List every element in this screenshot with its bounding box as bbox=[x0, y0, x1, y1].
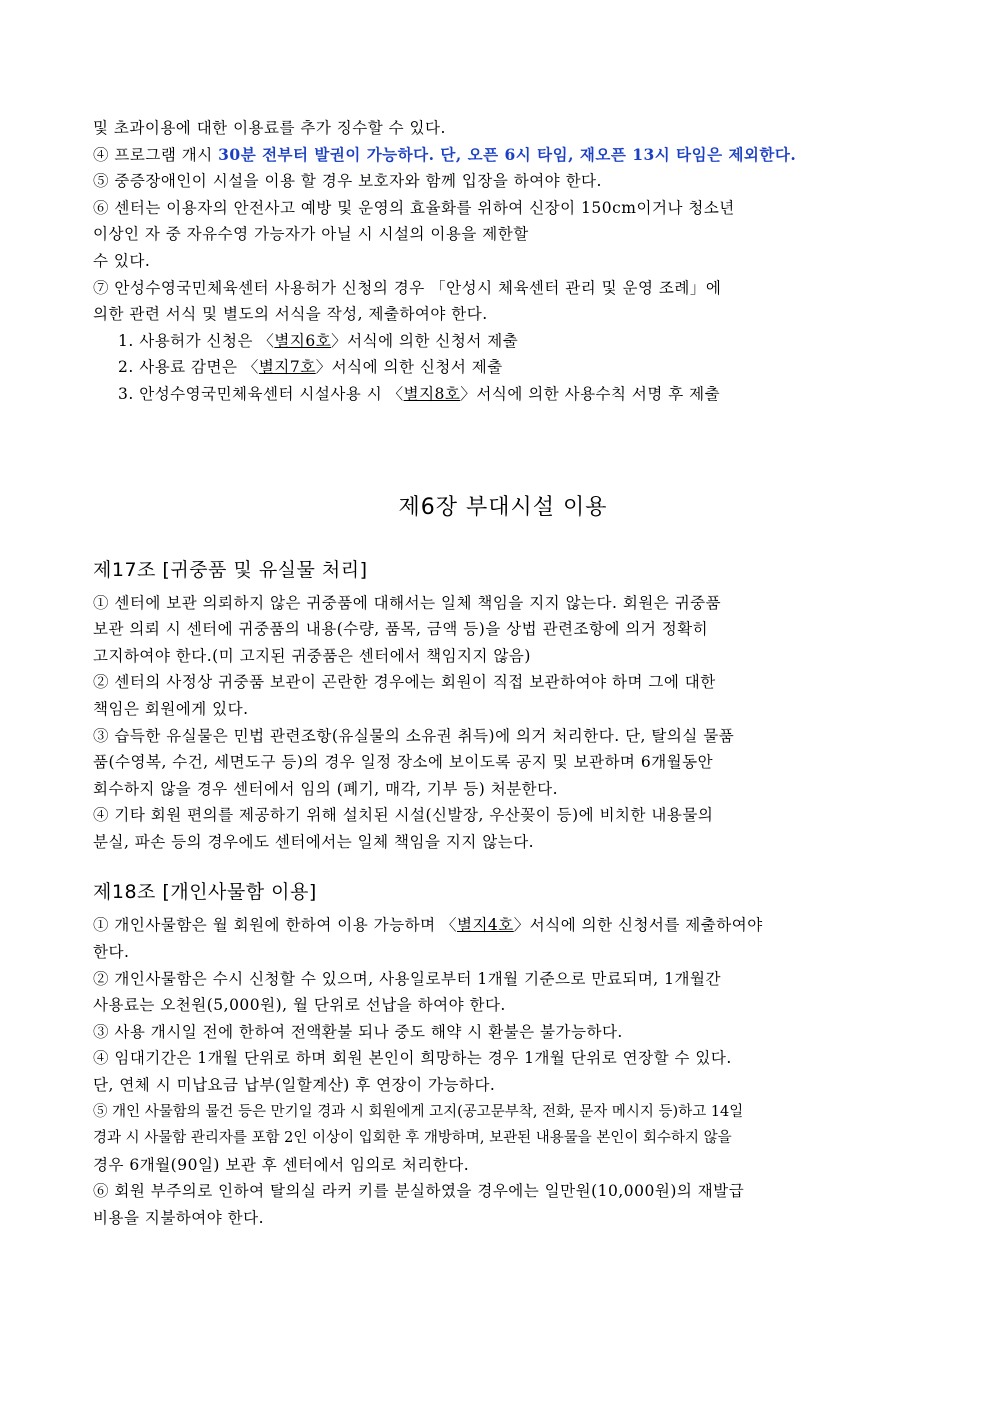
paragraph-line: 책임은 회원에게 있다. bbox=[93, 699, 249, 718]
paragraph-line bbox=[93, 912, 913, 939]
paragraph-line: ② 센터의 사정상 귀중품 보관이 곤란한 경우에는 회원이 직접 보관하여야 하며 그에 대한 bbox=[93, 673, 716, 692]
paragraph-line: 분실, 파손 등의 경우에도 센터에서는 일체 책임을 지지 않는다. bbox=[93, 832, 535, 851]
chapter-heading: 제6장 부대시설 이용 bbox=[398, 494, 608, 520]
spacer bbox=[93, 904, 913, 912]
list-item bbox=[93, 328, 913, 355]
paragraph-line: 및 초과이용에 대한 이용료를 추가 징수할 수 있다. bbox=[93, 119, 446, 137]
paragraph-line: 한다. bbox=[93, 943, 130, 962]
text-span: 〉서식에 의한 신청서 제출 bbox=[315, 358, 503, 377]
paragraph-line: ④ 임대기간은 1개월 단위로 하며 회원 본인이 희망하는 경우 1개월 단위로 연장할 수 있다. bbox=[93, 1049, 732, 1068]
paragraph-line: 보관 의뢰 시 센터에 귀중품의 내용(수량, 품목, 금액 등)을 상법 관련조항에 의거 정확히 bbox=[93, 620, 709, 639]
paragraph-line-highlight bbox=[93, 142, 913, 169]
paragraph-line: 고지하여야 한다.(미 고지된 귀중품은 센터에서 책임지지 않음) bbox=[93, 646, 531, 665]
form-reference-link: 별지4호 bbox=[456, 916, 514, 935]
paragraph-line: ① 센터에 보관 의뢰하지 않은 귀중품에 대해서는 일체 책임을 지지 않는다. 회원은 귀중품 bbox=[93, 593, 722, 612]
spacer bbox=[93, 855, 913, 877]
text-span: 1. 사용허가 신청은 〈 bbox=[118, 331, 275, 350]
paragraph-line: ⑥ 회원 부주의로 인하여 탈의실 라커 키를 분실하였을 경우에는 일만원(10,000원)의 재발급 bbox=[93, 1182, 745, 1201]
paragraph-line: ⑤ 중증장애인이 시설을 이용 할 경우 보호자와 함께 입장을 하여야 한다. bbox=[93, 172, 602, 191]
form-reference-link: 별지6호 bbox=[274, 331, 332, 350]
list-item bbox=[93, 381, 913, 408]
paragraph-line: 이상인 자 중 자유수영 가능자가 아닐 시 시설의 이용을 제한할 bbox=[93, 225, 529, 244]
spacer bbox=[93, 521, 913, 555]
emphasis-text: 30분 전부터 발권이 가능하다. 단, 오픈 6시 타임, 재오픈 13시 타임은 제외한다. bbox=[218, 144, 797, 164]
paragraph-line: 경우 6개월(90일) 보관 후 센터에서 임의로 처리한다. bbox=[93, 1155, 470, 1174]
paragraph-line: ⑤ 개인 사물함의 물건 등은 만기일 경과 시 회원에게 고지(공고문부착, 전화, 문자 메시지 등)하고 14일 bbox=[93, 1103, 744, 1120]
paragraph-line: ② 개인사물함은 수시 신청할 수 있으며, 사용일로부터 1개월 기준으로 만료되며, 1개월간 bbox=[93, 969, 721, 988]
paragraph-line: ④ 기타 회원 편의를 제공하기 위해 설치된 시설(신발장, 우산꽂이 등)에 비치한 내용물의 bbox=[93, 806, 714, 825]
document-page bbox=[93, 115, 913, 1232]
text-span: 2. 사용료 감면은 〈 bbox=[118, 358, 259, 377]
paragraph-line: ③ 습득한 유실물은 민법 관련조항(유실물의 소유권 취득)에 의거 처리한다. 단, 탈의실 물품 bbox=[93, 726, 735, 745]
spacer bbox=[93, 582, 913, 590]
article-18-heading: 제18조 [개인사물함 이용] bbox=[93, 881, 317, 904]
paragraph-line: 품(수영복, 수건, 세면도구 등)의 경우 일정 장소에 보이도록 공지 및 보관하며 6개월동안 bbox=[93, 753, 714, 772]
text-span: ① 개인사물함은 월 회원에 한하여 이용 가능하며 〈 bbox=[93, 916, 457, 935]
paragraph-line: 경과 시 사물함 관리자를 포함 2인 이상이 입회한 후 개방하며, 보관된 내용물을 본인이 회수하지 않을 bbox=[93, 1130, 732, 1147]
paragraph-line: 비용을 지불하여야 한다. bbox=[93, 1209, 265, 1227]
paragraph-line: ③ 사용 개시일 전에 한하여 전액환불 되나 중도 해약 시 환불은 불가능하다. bbox=[93, 1022, 623, 1041]
list-item bbox=[93, 354, 913, 381]
form-reference-link: 별지7호 bbox=[258, 358, 316, 377]
paragraph-line: ⑦ 안성수영국민체육센터 사용허가 신청의 경우 「안성시 체육센터 관리 및 운영 조례」에 bbox=[93, 278, 722, 297]
paragraph-line: 사용료는 오천원(5,000원), 월 단위로 선납을 하여야 한다. bbox=[93, 996, 506, 1015]
text-span: 〉서식에 의한 신청서를 제출하여야 bbox=[513, 916, 763, 935]
paragraph-line: 단, 연체 시 미납요금 납부(일할계산) 후 연장이 가능하다. bbox=[93, 1076, 496, 1095]
text-span: ④ 프로그램 개시 bbox=[93, 145, 219, 164]
spacer bbox=[93, 408, 913, 490]
text-span: 〉서식에 의한 사용수칙 서명 후 제출 bbox=[460, 384, 721, 403]
paragraph-line: 의한 관련 서식 및 별도의 서식을 작성, 제출하여야 한다. bbox=[93, 305, 488, 324]
paragraph-line: ⑥ 센터는 이용자의 안전사고 예방 및 운영의 효율화를 위하여 신장이 150cm이거나 청소년 bbox=[93, 198, 735, 217]
article-17-heading: 제17조 [귀중품 및 유실물 처리] bbox=[93, 558, 368, 581]
paragraph-line: 회수하지 않을 경우 센터에서 임의 (폐기, 매각, 기부 등) 처분한다. bbox=[93, 779, 559, 798]
text-span: 〉서식에 의한 신청서 제출 bbox=[331, 331, 519, 350]
paragraph-line: 수 있다. bbox=[93, 251, 151, 270]
form-reference-link: 별지8호 bbox=[403, 384, 461, 403]
text-span: 3. 안성수영국민체육센터 시설사용 시 〈 bbox=[118, 384, 404, 403]
